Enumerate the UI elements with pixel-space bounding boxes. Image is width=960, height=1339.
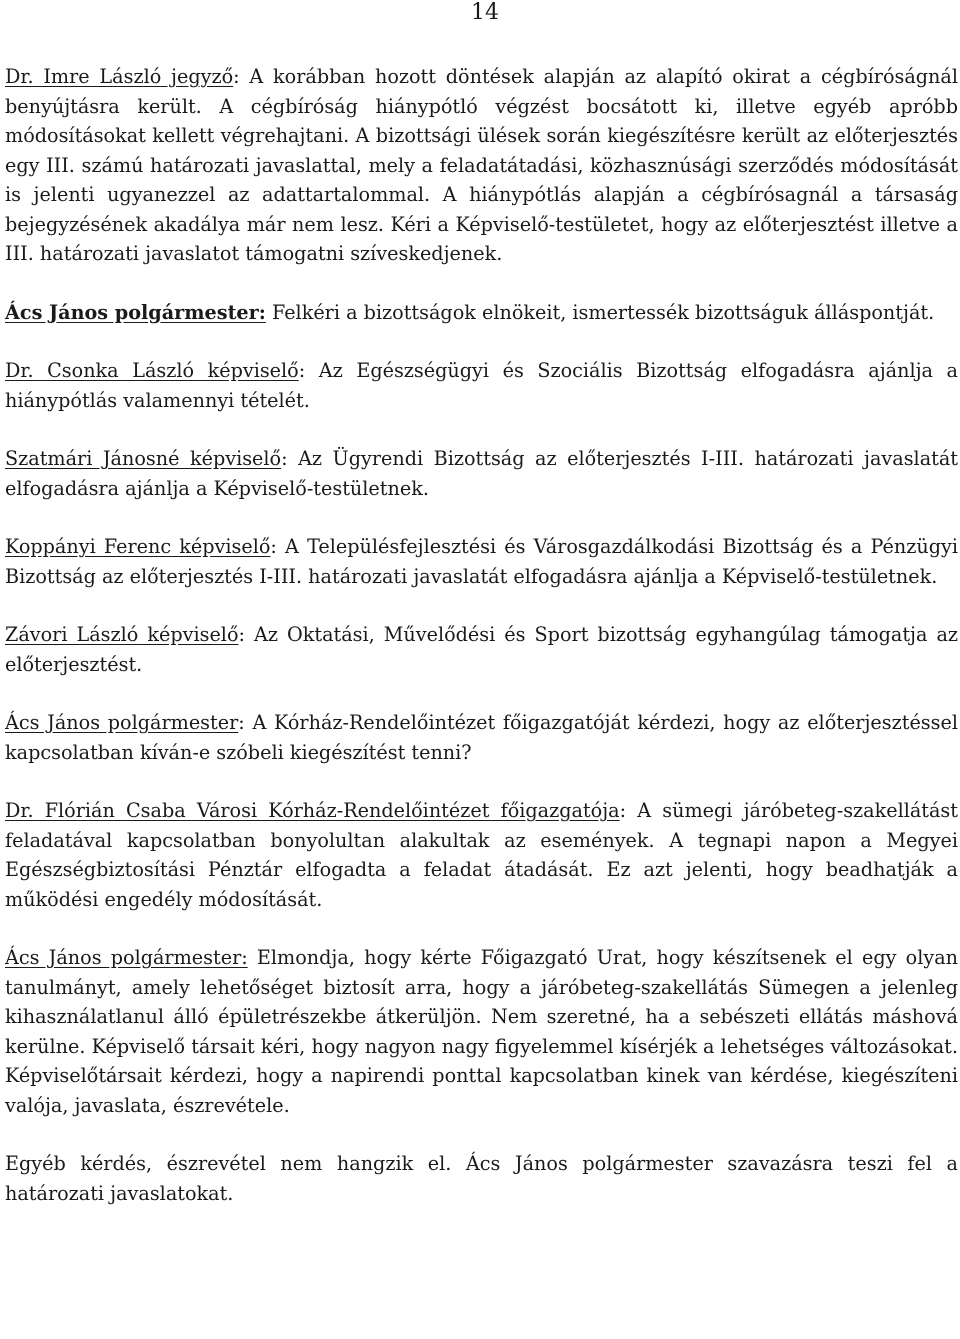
speaker-separator: : xyxy=(233,65,240,88)
speaker-name: Dr. Csonka László képviselő xyxy=(5,359,299,382)
paragraph-florian-statement xyxy=(5,796,958,914)
paragraph-szatmari-statement xyxy=(5,444,958,503)
speaker-separator: : xyxy=(619,799,627,822)
paragraph-koppanyi-statement xyxy=(5,532,958,591)
paragraph-text: A korábban hozott döntések alapján az alapító okirat a cégbíróságnál benyújtásra került. A cégbíróság hiánypótló végzést bocsátott ki, illetve egyéb apróbb módosításokat kellett végrehajtani. A bizottsági ülések során kiegészítésre került az előterjesztés egy III. számú határozati javaslattal, mely a feladatátadási, közhasznúsági szerződés módosítását is jelenti ugyanezzel az adattartalommal. A hiánypótlás alapján a cégbírósagnál a társaság bejegyzésének akadálya már nem lesz. Kéri a Képviselő-testületet, hogy az előterjesztést illetve a III. határozati javaslatot támogatni szíveskedjenek. xyxy=(5,65,958,265)
paragraph-text: A sümegi járóbeteg-szakellátást feladatával kapcsolatban bonyolultan alakultak az események. A tegnapi napon a Megyei Egészségbiztosítási Pénztár elfogadta a feladat átadását. Ez azt jelenti, hogy beadhatják a működési engedély módosítását. xyxy=(5,799,958,911)
speaker-name: Szatmári Jánosné képviselő xyxy=(5,447,282,470)
speaker-separator: : xyxy=(270,535,277,558)
paragraph-jegyzo-statement xyxy=(5,62,958,269)
paragraph-zavori-statement xyxy=(5,620,958,679)
speaker-name: Závori László képviselő xyxy=(5,623,239,646)
page-number: 14 xyxy=(471,0,499,25)
paragraph-polgarmester-request xyxy=(5,298,958,328)
paragraph-csonka-statement xyxy=(5,356,958,415)
speaker-name: Ács János polgármester: xyxy=(5,300,266,324)
speaker-separator: : xyxy=(238,711,245,734)
paragraph-text: Egyéb kérdés, észrevétel nem hangzik el. Ács János polgármester szavazásra teszi fel a határozati javaslatokat. xyxy=(5,1152,958,1205)
speaker-name: Dr. Flórián Csaba Városi Kórház-Rendelőintézet főigazgatója xyxy=(5,799,620,822)
minutes-body xyxy=(5,62,958,1237)
speaker-name: Ács János polgármester: xyxy=(5,946,248,969)
speaker-separator: : xyxy=(281,447,288,470)
paragraph-text: Felkéri a bizottságok elnökeit, ismertessék bizottságuk álláspontját. xyxy=(265,300,935,324)
speaker-separator: : xyxy=(298,359,306,382)
speaker-name: Dr. Imre László jegyző xyxy=(5,65,234,88)
paragraph-text: Az Egészségügyi és Szociális Bizottság elfogadásra ajánlja a hiánypótlás valamennyi tételét. xyxy=(5,359,958,412)
paragraph-text: A Kórház-Rendelőintézet főigazgatóját kérdezi, hogy az előterjesztéssel kapcsolatban kíván-e szóbeli kiegészítést tenni? xyxy=(5,711,958,764)
speaker-name: Ács János polgármester xyxy=(5,711,239,734)
paragraph-text: Az Oktatási, Művelődési és Sport bizottság egyhangúlag támogatja az előterjesztést. xyxy=(5,623,958,676)
paragraph-text: Az Ügyrendi Bizottság az előterjesztés I-III. határozati javaslatát elfogadásra ajánlja a Képviselő-testületnek. xyxy=(5,447,958,500)
paragraph-text: A Településfejlesztési és Városgazdálkodási Bizottság és a Pénzügyi Bizottság az előterjesztés I-III. határozati javaslatát elfogadásra ajánlja a Képviselő-testületnek. xyxy=(5,535,958,588)
paragraph-polgarmester-statement xyxy=(5,943,958,1120)
paragraph-closing-note xyxy=(5,1149,958,1208)
speaker-separator: : xyxy=(238,623,245,646)
paragraph-text: Elmondja, hogy kérte Főigazgató Urat, hogy készítsenek el egy olyan tanulmányt, amely lehetőséget biztosít arra, hogy a járóbeteg-szakellátás Sümegen a jelenleg kihasználatlanul álló épületrészekbe átkerüljön. Nem szeretné, ha a sebészeti ellátás máshová kerülne. Képviselő társait kéri, hogy nagyon nagy figyelemmel kísérjék a lehetséges változásokat. Képviselőtársait kérdezi, hogy a napirendi ponttal kapcsolatban kinek van kérdése, kiegészíteni valója, javaslata, észrevétele. xyxy=(5,946,958,1117)
speaker-name: Koppányi Ferenc képviselő xyxy=(5,535,271,558)
paragraph-polgarmester-question xyxy=(5,708,958,767)
